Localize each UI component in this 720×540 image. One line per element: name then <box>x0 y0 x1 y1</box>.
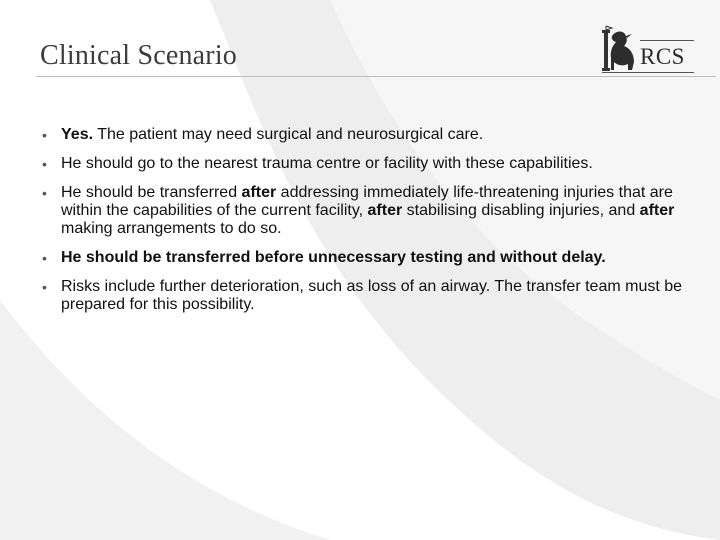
bullet-marker: • <box>42 156 47 172</box>
bullet-text-bold: He should be transferred before unnecessary testing and without delay. <box>61 249 606 266</box>
bullet-text: He should be transferred <box>61 184 242 201</box>
bullet-text: addressing immediately life-threatening injuries that are within the capabilities of the current facility, <box>61 184 673 219</box>
slide-title: Clinical Scenario <box>40 40 238 71</box>
bullet-marker: • <box>42 279 47 295</box>
bullet-text: making arrangements to do so. <box>61 220 282 237</box>
bullet-item <box>40 278 690 314</box>
bullet-text: The patient may need surgical and neurosurgical care. <box>93 126 484 143</box>
bullet-text-bold: Yes. <box>61 126 94 143</box>
bullet-text-bold: after <box>639 202 675 219</box>
bullet-text: stabilising disabling injuries, and <box>402 202 640 219</box>
bullet-marker: • <box>42 185 47 201</box>
bullet-text: He should go to the nearest trauma centre or facility with these capabilities. <box>61 155 593 172</box>
logo-text: RCS <box>640 44 685 69</box>
bullet-text-bold: after <box>367 202 403 219</box>
logo-rule-bottom <box>602 72 694 73</box>
bullet-list <box>40 126 690 325</box>
bullet-marker: • <box>42 127 47 143</box>
bullet-marker: • <box>42 250 47 266</box>
bullet-item <box>40 249 690 267</box>
title-divider <box>36 76 716 77</box>
bullet-item <box>40 155 690 173</box>
bullet-item <box>40 184 690 238</box>
bullet-text-bold: after <box>241 184 277 201</box>
bullet-item <box>40 126 690 144</box>
logo-rule-top <box>640 40 694 41</box>
bullet-text: Risks include further deterioration, such as loss of an airway. The transfer team must be prepared for this possibility. <box>61 278 683 313</box>
